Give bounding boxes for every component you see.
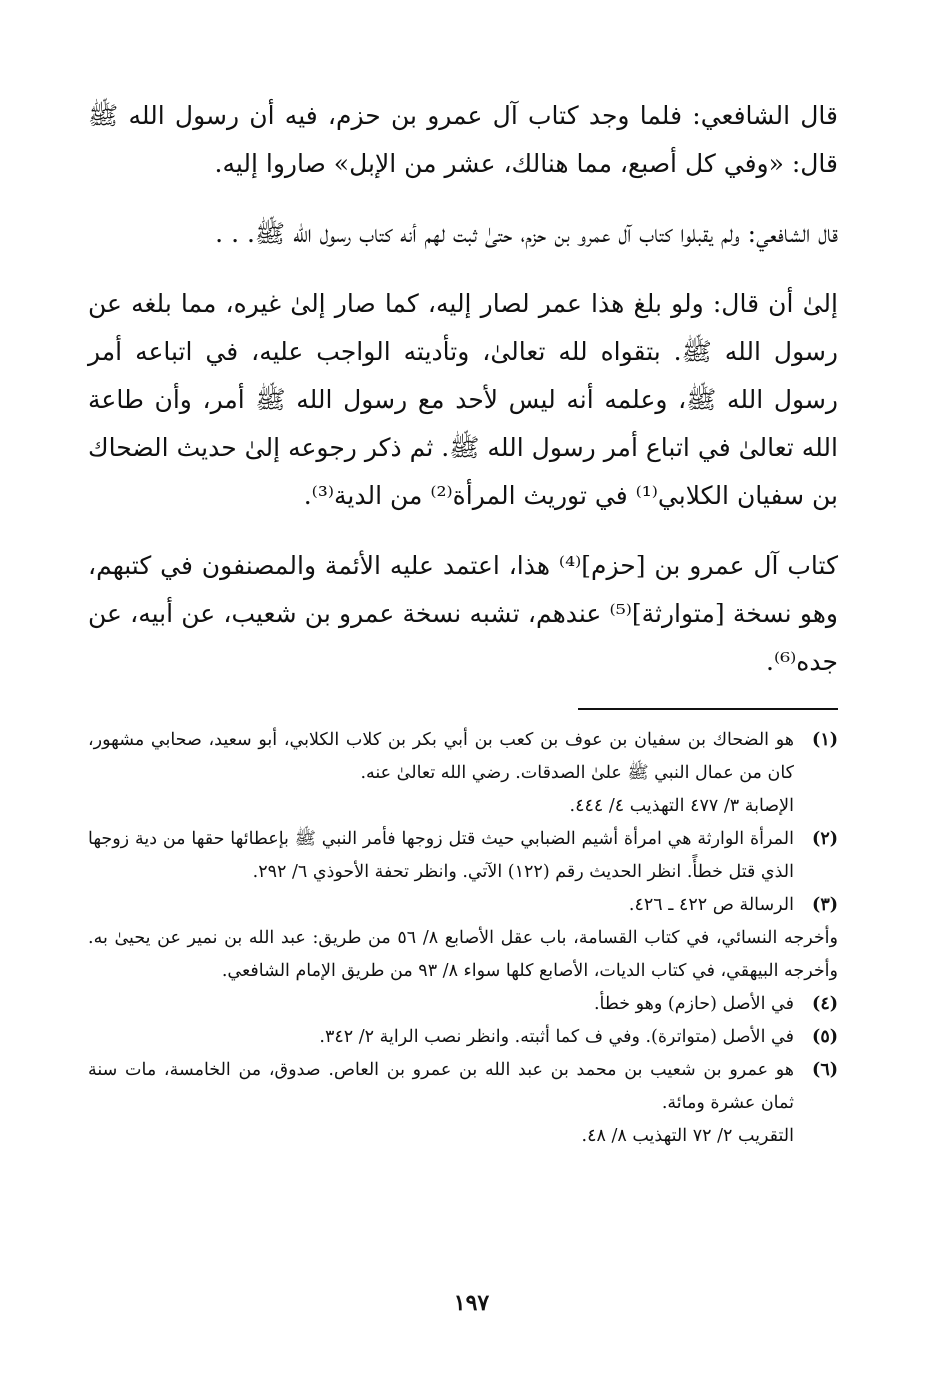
- footnote-number: (٤): [812, 994, 838, 1014]
- footnote-line: الإصابة ٣/ ٤٧٧ التهذيب ٤/ ٤٤٤.: [569, 796, 794, 816]
- main-text: [88, 92, 838, 686]
- footnote-number: (٢): [812, 829, 838, 849]
- footnote: [88, 988, 838, 1021]
- paragraph: قال الشافعي: فلما وجد كتاب آل عمرو بن حزم، فيه أن رسول الله ﷺ قال: «وفي كل أصبع، مما هنالك، عشر من الإبل» صاروا إليه.: [88, 101, 838, 178]
- footnote-text: [88, 1054, 794, 1153]
- footnote-continuation: [88, 922, 838, 988]
- footnote-number: (٦): [812, 1060, 838, 1080]
- paragraph: إلىٰ أن قال: ولو بلغ هذا عمر لصار إليه، كما صار إلىٰ غيره، مما بلغه عن رسول الله ﷺ. بتقواه لله تعالىٰ، وتأديته الواجب عليه، في اتباعه أمر رسول الله ﷺ، وعلمه أنه ليس لأحد مع رسول الله ﷺ أمر، وأن طاعة الله تعالىٰ في اتباع أمر رسول الله ﷺ. ثم ذكر رجوعه إلىٰ حديث الضحاك بن سفيان الكلابي⁽¹⁾ في توريث المرأة⁽²⁾ من الدية⁽³⁾.: [88, 289, 838, 510]
- footnote: [88, 823, 838, 889]
- footnotes: [88, 724, 838, 1153]
- footnote-line: في الأصل (متواترة). وفي ف كما أثبته. وانظر نصب الراية ٢/ ٣٤٢.: [319, 1027, 794, 1047]
- footnote-text: [88, 823, 794, 889]
- footnote-line: وأخرجه البيهقي، في كتاب الديات، الأصابع كلها سواء ٨/ ٩٣ من طريق الإمام الشافعي.: [221, 961, 838, 981]
- paragraph: قال الشافعي: ولم يقبلوا كتاب آل عمرو بن حزم، حتىٰ ثبت لهم أنه كتاب رسول الله ﷺ. . .: [215, 219, 838, 248]
- footnote-line: في الأصل (حازم) وهو خطأ.: [593, 994, 794, 1014]
- footnote-line: الرسالة ص ٤٢٢ ـ ٤٢٦.: [628, 895, 794, 915]
- footnote: [88, 1054, 838, 1153]
- footnote-line: المرأة الوارثة هي امرأة أشيم الضبابي حيث قتل زوجها فأمر النبي ﷺ بإعطائها حقها من دية زوجها الذي قتل خطأً. انظر الحديث رقم (١٢٢) الآتي. وانظر تحفة الأحوذي ٦/ ٢٩٢.: [88, 829, 794, 882]
- footnote-line: وأخرجه النسائي، في كتاب القسامة، باب عقل الأصابع ٨/ ٥٦ من طريق: عبد الله بن نمير عن يحيىٰ به.: [88, 928, 838, 948]
- paragraph: كتاب آل عمرو بن [حزم]⁽⁴⁾ هذا، اعتمد عليه الأئمة والمصنفون في كتبهم، وهو نسخة [متوارثة]⁽⁵⁾ عندهم، تشبه نسخة عمرو بن شعيب، عن أبيه، عن جده⁽⁶⁾.: [88, 551, 838, 676]
- footnote-text: [88, 889, 794, 922]
- footnote: [88, 724, 838, 823]
- footnote-text: [88, 922, 838, 988]
- footnote: [88, 1021, 838, 1054]
- footnote-number: (٣): [812, 895, 838, 915]
- footnote-line: هو الضحاك بن سفيان بن عوف بن كعب بن أبي بكر بن كلاب الكلابي، أبو سعيد، صحابي مشهور، كان من عمال النبي ﷺ علىٰ الصدقات. رضي الله تعالىٰ عنه.: [88, 730, 794, 783]
- footnote-text: [88, 724, 794, 823]
- footnote-number: (١): [812, 730, 838, 750]
- footnote-number: (٥): [812, 1027, 838, 1047]
- footnote: [88, 889, 838, 922]
- footnote-text: [88, 1021, 794, 1054]
- footnote-line: التقريب ٢/ ٧٢ التهذيب ٨/ ٤٨.: [581, 1126, 794, 1146]
- footnote-separator: [578, 708, 838, 710]
- page-number: ١٩٧: [453, 1290, 490, 1316]
- footnote-text: [88, 988, 794, 1021]
- footnote-line: هو عمرو بن شعيب بن محمد بن عبد الله بن عمرو بن العاص. صدوق، من الخامسة، مات سنة ثمان عشرة ومائة.: [88, 1060, 794, 1113]
